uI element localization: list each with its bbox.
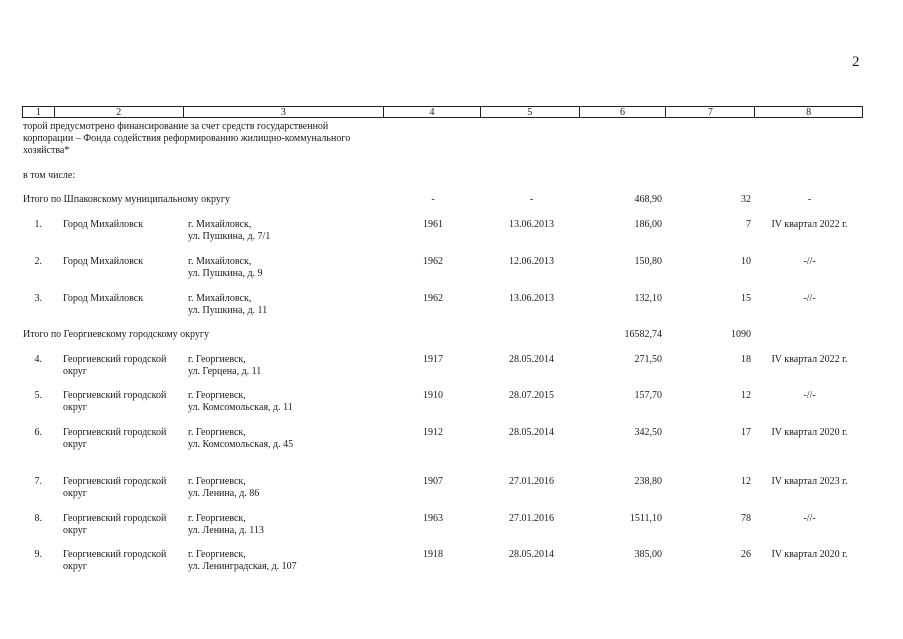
table-row (0, 549, 903, 577)
subtotal-area: 16582,74 (624, 329, 662, 340)
table-row (0, 427, 903, 455)
table-row (0, 219, 903, 247)
row-date: 27.01.2016 (509, 513, 554, 524)
subtotal-area: 468,90 (634, 194, 662, 205)
subtotal-count: 1090 (731, 329, 751, 340)
row-number: 2. (34, 256, 42, 267)
row-municipality: Георгиевский городской округ (63, 427, 167, 450)
row-address: г. Георгиевск, ул. Комсомольская, д. 11 (188, 390, 293, 413)
row-number: 3. (34, 293, 42, 304)
row-count: 15 (741, 293, 751, 304)
row-count: 12 (741, 390, 751, 401)
row-area: 1511,10 (629, 513, 662, 524)
subtotal-year: - (431, 194, 435, 205)
row-address: г. Михайловск, ул. Пушкина, д. 7/1 (188, 219, 271, 242)
row-area: 271,50 (634, 354, 662, 365)
row-number: 1. (34, 219, 42, 230)
table-row (0, 390, 903, 418)
row-municipality: Город Михайловск (63, 219, 144, 230)
row-term: IV квартал 2023 г. (771, 476, 848, 487)
row-municipality: Георгиевский городской округ (63, 513, 167, 536)
row-year: 1917 (423, 354, 443, 365)
row-number: 4. (34, 354, 42, 365)
row-municipality: Георгиевский городской округ (63, 390, 167, 413)
page-number: 2 (852, 54, 860, 70)
header-col-4: 4 (384, 107, 481, 117)
row-count: 12 (741, 476, 751, 487)
row-term: IV квартал 2020 г. (771, 549, 848, 560)
row-area: 132,10 (634, 293, 662, 304)
row-municipality: Город Михайловск (63, 293, 144, 304)
row-count: 7 (746, 219, 751, 230)
row-area: 150,80 (634, 256, 662, 267)
subtotal-row-georgievsky (0, 329, 903, 357)
row-area: 238,80 (634, 476, 662, 487)
row-date: 27.01.2016 (509, 476, 554, 487)
row-date: 12.06.2013 (509, 256, 554, 267)
row-term: -//- (803, 256, 816, 267)
row-count: 26 (741, 549, 751, 560)
table-row (0, 476, 903, 504)
header-col-8: 8 (806, 107, 812, 118)
subtotal-count: 32 (741, 194, 751, 205)
row-term: IV квартал 2022 г. (771, 219, 848, 230)
row-number: 8. (34, 513, 42, 524)
row-term: -//- (803, 293, 816, 304)
row-municipality: Георгиевский городской округ (63, 354, 167, 377)
table-row (0, 354, 903, 382)
intro-line: торой предусмотрено финансирование за счет средств государственной (23, 121, 329, 132)
row-date: 28.05.2014 (509, 427, 554, 438)
row-address: г. Георгиевск, ул. Ленина, д. 86 (188, 476, 260, 499)
row-date: 13.06.2013 (509, 293, 554, 304)
subtotal-label: Итого по Шпаковскому муниципальному округу (23, 194, 230, 205)
row-term: IV квартал 2020 г. (771, 427, 848, 438)
row-year: 1962 (423, 256, 443, 267)
table-row (0, 256, 903, 284)
row-date: 13.06.2013 (509, 219, 554, 230)
row-address: г. Георгиевск, ул. Герцена, д. 11 (188, 354, 262, 377)
header-col-7: 7 (666, 107, 755, 117)
row-number: 7. (34, 476, 42, 487)
row-term: IV квартал 2022 г. (771, 354, 848, 365)
row-address: г. Георгиевск, ул. Ленина, д. 113 (188, 513, 264, 536)
row-municipality: Георгиевский городской округ (63, 476, 167, 499)
header-col-5: 5 (481, 107, 580, 117)
row-address: г. Михайловск, ул. Пушкина, д. 11 (188, 293, 268, 316)
subtotal-row-shpakovsky (0, 194, 903, 222)
row-number: 5. (34, 390, 42, 401)
table-header-row (22, 106, 863, 118)
row-area: 385,00 (634, 549, 662, 560)
row-year: 1961 (423, 219, 443, 230)
table-row (0, 513, 903, 541)
row-term: -//- (803, 390, 816, 401)
row-number: 9. (34, 549, 42, 560)
row-term: -//- (803, 513, 816, 524)
subtotal-date: - (529, 194, 534, 205)
including-label: в том числе: (23, 170, 76, 181)
header-col-1: 1 (23, 107, 55, 117)
row-date: 28.05.2014 (509, 549, 554, 560)
row-area: 186,00 (634, 219, 662, 230)
subtotal-label: Итого по Георгиевскому городскому округу (23, 329, 210, 340)
header-col-3: 3 (184, 107, 385, 117)
row-area: 342,50 (634, 427, 662, 438)
row-year: 1910 (423, 390, 443, 401)
header-col-2: 2 (55, 107, 184, 117)
row-address: г. Георгиевск, ул. Ленинградская, д. 107 (188, 549, 297, 572)
row-municipality: Город Михайловск (63, 256, 144, 267)
row-number: 6. (34, 427, 42, 438)
row-count: 10 (741, 256, 751, 267)
row-year: 1963 (423, 513, 443, 524)
row-year: 1912 (423, 427, 443, 438)
row-address: г. Георгиевск, ул. Комсомольская, д. 45 (188, 427, 294, 450)
row-date: 28.07.2015 (509, 390, 554, 401)
header-col-6: 6 (580, 107, 667, 117)
row-count: 18 (741, 354, 751, 365)
row-address: г. Михайловск, ул. Пушкина, д. 9 (188, 256, 263, 279)
table-row (0, 293, 903, 321)
subtotal-term: - (807, 194, 812, 205)
intro-line: корпорации – Фонда содействия реформированию жилищно-коммунального (23, 133, 351, 144)
row-count: 17 (741, 427, 751, 438)
row-year: 1962 (423, 293, 443, 304)
row-municipality: Георгиевский городской округ (63, 549, 167, 572)
row-year: 1918 (423, 549, 443, 560)
row-area: 157,70 (634, 390, 662, 401)
row-year: 1907 (423, 476, 443, 487)
row-date: 28.05.2014 (509, 354, 554, 365)
intro-paragraph (23, 121, 388, 157)
row-count: 78 (741, 513, 751, 524)
intro-line: хозяйства* (23, 145, 70, 156)
